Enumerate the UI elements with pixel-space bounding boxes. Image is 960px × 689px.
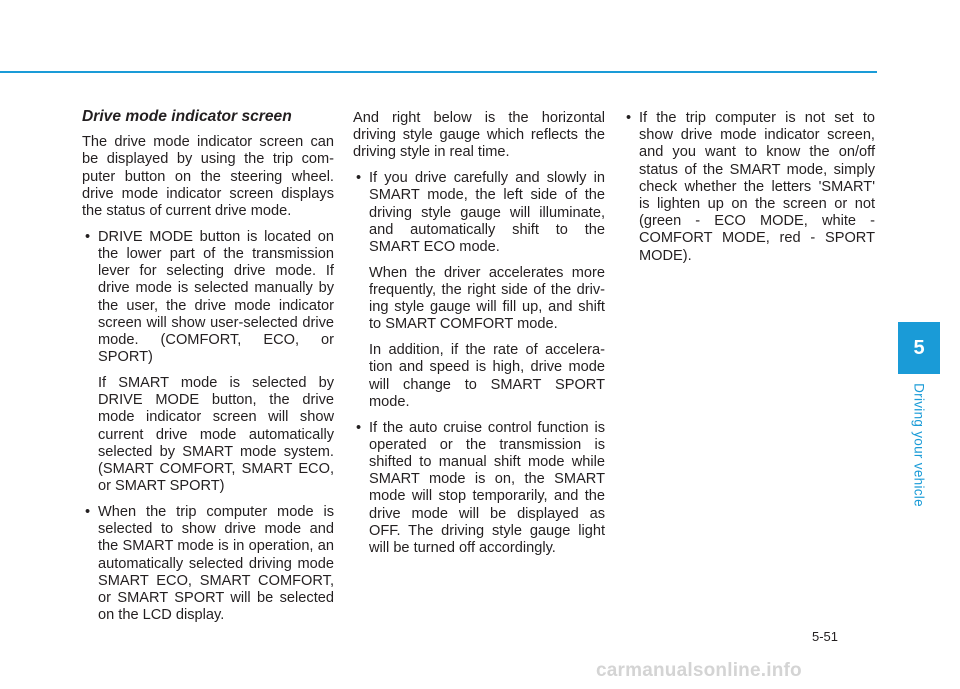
- list-item: [82, 504, 334, 624]
- list-item-continuation: In addition, if the rate of accelera-tion and speed is high, drive mode will change to SMART SPORT mode.: [369, 342, 605, 410]
- list-item: [623, 110, 875, 265]
- bullet-dot: •: [356, 419, 362, 436]
- list-item-text: If you drive carefully and slowly in SMART mode, the left side of the driving style gauge will illuminate, and automatically shift to the SMART ECO mode.: [369, 170, 605, 256]
- bullet-dot: •: [85, 228, 91, 245]
- list-item-text: When the trip computer mode is selected to show drive mode and the SMART mode is in operation, an automatically selected driving mode SMART ECO, SMART COMFORT, or SMART SPORT will be selected on the LCD display.: [98, 504, 334, 624]
- watermark: carmanualsonline.info: [596, 660, 802, 681]
- intro-paragraph: The drive mode indicator screen can be displayed by using the trip com-puter button on the steering wheel. drive mode indicator screen displays the status of current drive mode.: [82, 134, 334, 220]
- list-item: [353, 420, 605, 558]
- list-item-continuation: If SMART mode is selected by DRIVE MODE button, the drive mode indicator screen will show current drive mode automatically selected by SMART mode system. (SMART COMFORT, SMART ECO, or SMART SPORT): [98, 375, 334, 495]
- bullet-dot: •: [356, 170, 362, 187]
- bullet-dot: •: [85, 504, 91, 521]
- column-2: [353, 110, 605, 566]
- chapter-title-text: Driving your vehicle: [911, 383, 927, 507]
- header-rule: [0, 71, 877, 73]
- chapter-title: [904, 385, 934, 505]
- list-item: [82, 229, 334, 496]
- list-item: [353, 170, 605, 411]
- column-3: [623, 110, 875, 273]
- list-item-continuation: When the driver accelerates more frequently, the right side of the driv-ing style gauge will fill up, and shift to SMART COMFORT mode.: [369, 264, 605, 333]
- list-item-text: If the auto cruise control function is operated or the transmission is shifted to manual shift mode while SMART mode is on, the SMART mode will stop temporarily, and the drive mode will be displayed as OFF. The driving style gauge light will be turned off accordingly.: [369, 419, 605, 557]
- column-1: [82, 108, 334, 633]
- bullet-dot: •: [626, 110, 632, 126]
- section-heading: Drive mode indicator screen: [82, 108, 292, 125]
- gauge-paragraph: And right below is the horizontal driving style gauge which reflects the driving style in real time.: [353, 110, 605, 161]
- list-item-text: If the trip computer is not set to show drive mode indicator screen, and you want to know the on/off status of the SMART mode, simply check whether the letters 'SMART' is lighten up on the screen or not (green - ECO MODE, white - COMFORT MODE, red - SPORT MODE).: [639, 110, 875, 264]
- chapter-number-tab: 5: [898, 322, 940, 374]
- page-number: 5-51: [812, 629, 839, 644]
- list-item-text: DRIVE MODE button is located on the lower part of the transmission lever for selecting drive mode. If drive mode is selected manually by the user, the drive mode indicator screen will show user-selected drive mode. (COMFORT, ECO, or SPORT): [98, 228, 334, 366]
